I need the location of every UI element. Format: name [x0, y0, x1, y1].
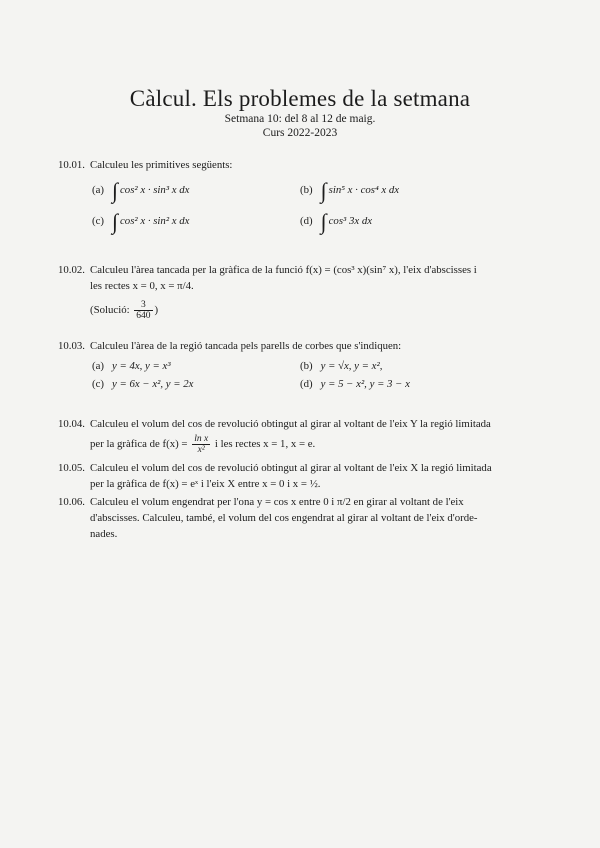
item-10-01-b [300, 177, 400, 203]
subtitle [0, 112, 600, 140]
integral-sign: ∫ [320, 177, 327, 203]
item-expression: y = 5 − x², y = 3 − x [320, 378, 410, 390]
problem-statement-line: Calculeu l'àrea tancada per la gràfica de la funció f(x) = (cos³ x)(sin⁷ x), l'eix d'abscisses i [90, 264, 477, 276]
item-expression: cos² x · sin² x dx [120, 215, 190, 227]
problem-number: 10.06. [58, 496, 85, 508]
integral-sign: ∫ [111, 208, 119, 234]
problem-statement-line [58, 434, 528, 455]
problem-10-03 [58, 338, 528, 354]
problem-statement: Calculeu les primitives següents: [90, 159, 233, 171]
problem-statement-line: Calculeu el volum del cos de revolució obtingut al girar al voltant de l'eix X la regió limitada [90, 462, 492, 474]
item-10-01-d [300, 208, 373, 234]
problem-statement-line: Calculeu el volum del cos de revolució obtingut al girar al voltant de l'eix Y la regió limitada [90, 418, 491, 430]
fraction-denominator: 640 [136, 311, 151, 321]
statement-part: i les rectes x = 1, x = e. [214, 437, 316, 450]
item-label: (b) [300, 184, 313, 196]
item-label: (d) [300, 215, 313, 227]
item-label: (c) [92, 215, 104, 227]
item-label: (a) [92, 184, 104, 196]
integral-sign: ∫ [320, 208, 327, 234]
item-label: (c) [92, 378, 104, 390]
problem-number: 10.01. [58, 159, 85, 171]
solution-label: (Solució: [90, 303, 130, 316]
problem-10-01 [58, 157, 528, 173]
solution-fraction [134, 300, 152, 321]
fraction-numerator: ln x [194, 434, 209, 444]
problem-statement-line: les rectes x = 0, x = π/4. [90, 280, 194, 292]
problem-10-06 [58, 494, 528, 542]
item-10-03-d [300, 378, 410, 390]
week-line: Setmana 10: del 8 al 12 de maig. [224, 113, 376, 125]
problem-statement-line: d'abscisses. Calculeu, també, el volum del cos engendrat al girar al voltant de l'eix d'orde- [90, 512, 478, 524]
item-10-03-c [92, 378, 193, 390]
problem-10-02 [58, 262, 528, 321]
item-expression: cos² x · sin³ x dx [120, 184, 190, 196]
item-label: (a) [92, 360, 104, 372]
problem-statement-line: nades. [90, 528, 118, 540]
problem-statement: Calculeu l'àrea de la regió tancada pels parells de corbes que s'indiquen: [90, 340, 402, 352]
fraction-denominator: x² [197, 445, 205, 455]
problem-statement-line: Calculeu el volum engendrat per l'ona y = cos x entre 0 i π/2 en girar al voltant de l'eix [90, 496, 464, 508]
page-title: Càlcul. Els problemes de la setmana [129, 86, 471, 111]
problem-number: 10.02. [58, 264, 85, 276]
problem-number: 10.04. [58, 418, 85, 430]
item-10-01-c [92, 208, 190, 234]
statement-part: per la gràfica de f(x) = [90, 437, 188, 450]
integral-sign: ∫ [111, 177, 119, 203]
item-10-01-a [92, 177, 190, 203]
solution [58, 300, 528, 321]
course-line: Curs 2022-2023 [262, 127, 338, 139]
item-10-03-b [300, 360, 382, 372]
problem-number: 10.03. [58, 340, 85, 352]
problem-statement-line: per la gràfica de f(x) = eˣ i l'eix X entre x = 0 i x = ½. [90, 478, 321, 490]
item-expression: sin⁵ x · cos⁴ x dx [328, 184, 400, 196]
item-label: (d) [300, 378, 313, 390]
item-expression: y = 6x − x², y = 2x [111, 378, 194, 390]
item-expression: y = √x, y = x², [320, 360, 383, 372]
problem-10-05 [58, 460, 528, 492]
item-10-03-a [92, 360, 171, 372]
function-fraction [192, 434, 210, 455]
solution-close: ) [154, 303, 159, 316]
problem-number: 10.05. [58, 462, 85, 474]
problem-10-04 [58, 416, 528, 455]
fraction-numerator: 3 [134, 300, 152, 311]
item-label: (b) [300, 360, 313, 372]
item-expression: y = 4x, y = x³ [111, 360, 171, 372]
item-expression: cos³ 3x dx [328, 215, 373, 227]
